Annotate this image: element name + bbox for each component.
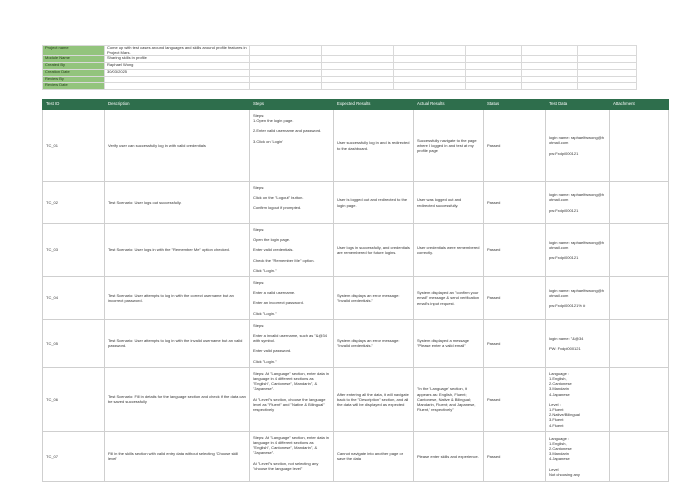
empty-cell[interactable] bbox=[578, 56, 637, 63]
meta-label: Review By bbox=[43, 76, 105, 83]
expected-results-cell[interactable]: System displays an error message: "Invalid credentials." bbox=[334, 277, 414, 320]
expected-results-cell[interactable]: System displays an error message: "Invalid credentials." bbox=[334, 319, 414, 367]
column-header: Test ID bbox=[43, 100, 105, 110]
test-data-cell[interactable] bbox=[546, 319, 610, 367]
expected-results-cell[interactable]: User logs in successfully, and credentials are remembered for future logins. bbox=[334, 224, 414, 277]
test-id-cell[interactable]: TC_05 bbox=[43, 319, 105, 367]
cell-line: pw:Fxdpi000121% # bbox=[549, 303, 586, 309]
empty-cell[interactable] bbox=[578, 69, 637, 76]
cell-line: 4.Japanese bbox=[549, 391, 570, 397]
table-row bbox=[43, 431, 669, 481]
empty-cell[interactable] bbox=[466, 46, 522, 56]
table-row bbox=[43, 277, 669, 320]
column-header: Attachment bbox=[610, 100, 669, 110]
meta-row bbox=[43, 69, 637, 76]
cell-line: Steps: bbox=[253, 113, 265, 118]
empty-cell[interactable] bbox=[578, 76, 637, 83]
status-cell[interactable]: Passed bbox=[484, 277, 546, 320]
empty-cell[interactable] bbox=[322, 62, 394, 69]
cell-line: At "Level"s section, not selecting any "choose the language level" bbox=[253, 460, 319, 471]
table-row bbox=[43, 182, 669, 224]
cell-line: login name: raphaelfwwong@h otmail.com bbox=[549, 192, 604, 203]
status-cell[interactable]: Passed bbox=[484, 224, 546, 277]
cell-line: Level bbox=[549, 466, 559, 472]
cell-line: 3.Mandarin bbox=[549, 386, 570, 392]
status-cell[interactable]: Passed bbox=[484, 367, 546, 431]
cell-line: 4.Japanese bbox=[549, 456, 570, 462]
empty-cell[interactable] bbox=[466, 83, 522, 90]
empty-cell[interactable] bbox=[250, 76, 322, 83]
test-id-cell[interactable]: TC_07 bbox=[43, 431, 105, 481]
empty-cell[interactable] bbox=[522, 69, 578, 76]
empty-cell[interactable] bbox=[394, 76, 466, 83]
cell-line: Language : bbox=[549, 435, 570, 441]
column-header: Test Data bbox=[546, 100, 610, 110]
attachment-cell[interactable] bbox=[610, 431, 669, 481]
cell-line: Steps: At "Language" section, enter data in language in 4 different sections as "English", Cantonese", Mandarin", & "Japanese". bbox=[253, 434, 330, 456]
cell-line: 1.English, bbox=[549, 376, 567, 382]
cell-line: Confirm logout if prompted. bbox=[253, 205, 302, 211]
empty-cell[interactable] bbox=[522, 56, 578, 63]
test-cases-table bbox=[42, 99, 669, 482]
header-row bbox=[43, 100, 669, 110]
status-cell[interactable]: Passed bbox=[484, 110, 546, 182]
empty-cell[interactable] bbox=[394, 62, 466, 69]
column-header: Description bbox=[105, 100, 250, 110]
cell-line: 2.Cantonese bbox=[549, 381, 572, 387]
test-data-cell[interactable] bbox=[546, 110, 610, 182]
test-id-cell[interactable]: TC_01 bbox=[43, 110, 105, 182]
cell-line: 2.Native/Bilingual bbox=[549, 412, 580, 418]
cell-line: Language : bbox=[549, 370, 570, 376]
cell-line: pw:Fxdpi000121 bbox=[549, 207, 579, 213]
table-row bbox=[43, 367, 669, 431]
expected-results-cell[interactable]: User successfully log in and is redirected to the dashboard. bbox=[334, 110, 414, 182]
empty-cell[interactable] bbox=[322, 46, 394, 56]
cell-line: Steps: bbox=[253, 185, 265, 190]
cell-line: 4.Fluent bbox=[549, 422, 564, 428]
steps-cell[interactable] bbox=[250, 110, 334, 182]
attachment-cell[interactable] bbox=[610, 224, 669, 277]
actual-results-cell[interactable]: Successfully navigate to the page where I logged in and test at my profile page bbox=[414, 110, 484, 182]
test-data-cell[interactable] bbox=[546, 431, 610, 481]
column-header: Status bbox=[484, 100, 546, 110]
cell-line: 1.Fluent bbox=[549, 407, 564, 413]
cell-line: 3.Mandarin bbox=[549, 451, 570, 457]
empty-cell[interactable] bbox=[466, 69, 522, 76]
cell-line: Steps: bbox=[253, 322, 265, 328]
cell-line: login name: raphaelfwwong@h otmail.com bbox=[549, 287, 604, 298]
column-header: Actual Results bbox=[414, 100, 484, 110]
steps-cell[interactable] bbox=[250, 319, 334, 367]
cell-line: 3.Fluent bbox=[549, 417, 564, 423]
cell-line: 3.Click on 'Login' bbox=[253, 138, 283, 144]
attachment-cell[interactable] bbox=[610, 367, 669, 431]
meta-row bbox=[43, 46, 637, 56]
meta-value[interactable] bbox=[105, 83, 250, 90]
attachment-cell[interactable] bbox=[610, 319, 669, 367]
description-cell[interactable]: Test Scenario: User attempts to log in with the invalid username but an valid password. bbox=[105, 319, 250, 367]
meta-value[interactable]: Come up with test cases around languages and skills around profile features in Project Mars. bbox=[105, 46, 250, 56]
test-id-cell[interactable]: TC_02 bbox=[43, 182, 105, 224]
status-cell[interactable]: Passed bbox=[484, 182, 546, 224]
cell-line: pw:Fxdpi000121 bbox=[549, 150, 579, 156]
cell-line: pw:Fxdpi000121 bbox=[549, 255, 579, 261]
empty-cell[interactable] bbox=[466, 76, 522, 83]
cell-line: Enter a invalid username, such as "&@34 with symbol. bbox=[253, 333, 327, 344]
attachment-cell[interactable] bbox=[610, 182, 669, 224]
meta-row bbox=[43, 76, 637, 83]
meta-row bbox=[43, 62, 637, 69]
attachment-cell[interactable] bbox=[610, 277, 669, 320]
meta-value[interactable]: 30/03/2025 bbox=[105, 69, 250, 76]
empty-cell[interactable] bbox=[466, 56, 522, 63]
cell-line: Click "Login." bbox=[253, 310, 277, 316]
empty-cell[interactable] bbox=[322, 83, 394, 90]
cell-line: login name: "&@34 bbox=[549, 335, 584, 341]
cell-line: Steps: At "Language" section, enter data in language in 4 different sections as "English", Cantonese", Mandarin", & "Japanese". bbox=[253, 370, 330, 392]
empty-cell[interactable] bbox=[394, 56, 466, 63]
column-header: Steps bbox=[250, 100, 334, 110]
meta-value[interactable]: Sharing skills in profile bbox=[105, 56, 250, 63]
cell-line: PW: Fxdpi000121 bbox=[549, 345, 581, 351]
cell-line: 1.English, bbox=[549, 440, 567, 446]
actual-results-cell[interactable]: User was logged out and redirected successfully. bbox=[414, 182, 484, 224]
description-cell[interactable]: Fill in the skills section with valid entry data without selecting 'Choose skill level' bbox=[105, 431, 250, 481]
meta-value[interactable]: Raphael Wong bbox=[105, 62, 250, 69]
meta-label: Review Date bbox=[43, 83, 105, 90]
cell-line: login name: raphaelfwwong@h otmail.com bbox=[549, 135, 604, 146]
test-data-cell[interactable] bbox=[546, 182, 610, 224]
actual-results-cell[interactable]: System displayed a message "Please enter a valid email" bbox=[414, 319, 484, 367]
test-id-cell[interactable]: TC_03 bbox=[43, 224, 105, 277]
test-data-cell[interactable] bbox=[546, 277, 610, 320]
steps-cell[interactable] bbox=[250, 367, 334, 431]
cell-line: Enter valid credentials. bbox=[253, 247, 294, 253]
meta-row bbox=[43, 56, 637, 63]
empty-cell[interactable] bbox=[578, 83, 637, 90]
actual-results-cell[interactable]: User credentials were remembered correctly. bbox=[414, 224, 484, 277]
actual-results-cell[interactable]: "In the 'Language' section, it appears as: English, Fluent; Cantonese, Native & Bilingual; Mandarin, Fluent; and Japanese, Fluent,' respectively" bbox=[414, 367, 484, 431]
meta-label: Created By bbox=[43, 62, 105, 69]
cell-line: Open the login page. bbox=[253, 237, 291, 243]
cell-line: Steps: bbox=[253, 280, 265, 286]
empty-cell[interactable] bbox=[250, 62, 322, 69]
cell-line: Steps: bbox=[253, 227, 265, 232]
actual-results-cell[interactable]: System displayed an "confirm your email" message & send verification email's input request. bbox=[414, 277, 484, 320]
empty-cell[interactable] bbox=[522, 46, 578, 56]
attachment-cell[interactable] bbox=[610, 110, 669, 182]
cell-line: Enter valid password. bbox=[253, 348, 292, 354]
table-row bbox=[43, 319, 669, 367]
project-info-table bbox=[42, 45, 637, 90]
column-header: Expected Results bbox=[334, 100, 414, 110]
empty-cell[interactable] bbox=[394, 69, 466, 76]
table-row bbox=[43, 224, 669, 277]
status-cell[interactable]: Passed bbox=[484, 431, 546, 481]
cell-line: Level : bbox=[549, 401, 561, 407]
test-id-cell[interactable]: TC_06 bbox=[43, 367, 105, 431]
cell-line: At "Level"s section, choose the language level as "Fluent" and "Native & Bilingual" respectively bbox=[253, 396, 326, 413]
cell-line: Not choosing any bbox=[549, 471, 580, 477]
empty-cell[interactable] bbox=[466, 62, 522, 69]
cell-line: 1.Open the login page. bbox=[253, 118, 294, 124]
empty-cell[interactable] bbox=[322, 69, 394, 76]
cell-line: Click "Login." bbox=[253, 267, 277, 273]
empty-cell[interactable] bbox=[522, 83, 578, 90]
description-cell[interactable]: Test Scenario: Fill in details for the language section and check if the data can be saved successfully bbox=[105, 367, 250, 431]
status-cell[interactable]: Passed bbox=[484, 319, 546, 367]
expected-results-cell[interactable]: After entering all the data, it will navigate back to the "Description" section, and all the data will be displayed as expected bbox=[334, 367, 414, 431]
cell-line: Click on the "Logout" button. bbox=[253, 195, 304, 201]
actual-results-cell[interactable]: Please enter skills and experience. bbox=[414, 431, 484, 481]
empty-cell[interactable] bbox=[578, 46, 637, 56]
steps-cell[interactable] bbox=[250, 277, 334, 320]
cell-line: Click "Login." bbox=[253, 358, 277, 364]
description-cell[interactable]: Test Scenario: User attempts to log in with the correct username but an incorrect password. bbox=[105, 277, 250, 320]
empty-cell[interactable] bbox=[394, 46, 466, 56]
cell-line: 2.Cantonese bbox=[549, 446, 572, 452]
empty-cell[interactable] bbox=[250, 69, 322, 76]
test-data-cell[interactable] bbox=[546, 367, 610, 431]
empty-cell[interactable] bbox=[250, 46, 322, 56]
cell-line: Check the "Remember Me" option. bbox=[253, 257, 315, 263]
empty-cell[interactable] bbox=[522, 62, 578, 69]
empty-cell[interactable] bbox=[394, 83, 466, 90]
meta-row bbox=[43, 83, 637, 90]
test-data-cell[interactable] bbox=[546, 224, 610, 277]
cell-line: 2.Enter valid username and password. bbox=[253, 128, 322, 134]
steps-cell[interactable] bbox=[250, 224, 334, 277]
steps-cell[interactable] bbox=[250, 431, 334, 481]
empty-cell[interactable] bbox=[322, 56, 394, 63]
cell-line: Enter an incorrect password. bbox=[253, 300, 304, 306]
test-id-cell[interactable]: TC_04 bbox=[43, 277, 105, 320]
description-cell[interactable]: Test Scenario: User logs out successfully. bbox=[105, 182, 250, 224]
meta-label: Module Name bbox=[43, 56, 105, 63]
empty-cell[interactable] bbox=[322, 76, 394, 83]
empty-cell[interactable] bbox=[578, 62, 637, 69]
empty-cell[interactable] bbox=[522, 76, 578, 83]
description-cell[interactable]: Verify user can successfully log in with valid credentials bbox=[105, 110, 250, 182]
cell-line: Enter a valid username. bbox=[253, 290, 296, 296]
empty-cell[interactable] bbox=[250, 83, 322, 90]
meta-label: Project name bbox=[43, 46, 105, 56]
expected-results-cell[interactable]: User is logged out and redirected to the login page. bbox=[334, 182, 414, 224]
meta-value[interactable] bbox=[105, 76, 250, 83]
expected-results-cell[interactable]: Cannot navigate into another page or save the data bbox=[334, 431, 414, 481]
steps-cell[interactable] bbox=[250, 182, 334, 224]
table-row bbox=[43, 110, 669, 182]
description-cell[interactable]: Test Scenario: User logs in with the "Remember Me" option checked. bbox=[105, 224, 250, 277]
empty-cell[interactable] bbox=[250, 56, 322, 63]
meta-label: Creation Date bbox=[43, 69, 105, 76]
cell-line: login name: raphaelfwwong@h otmail.com bbox=[549, 239, 604, 250]
